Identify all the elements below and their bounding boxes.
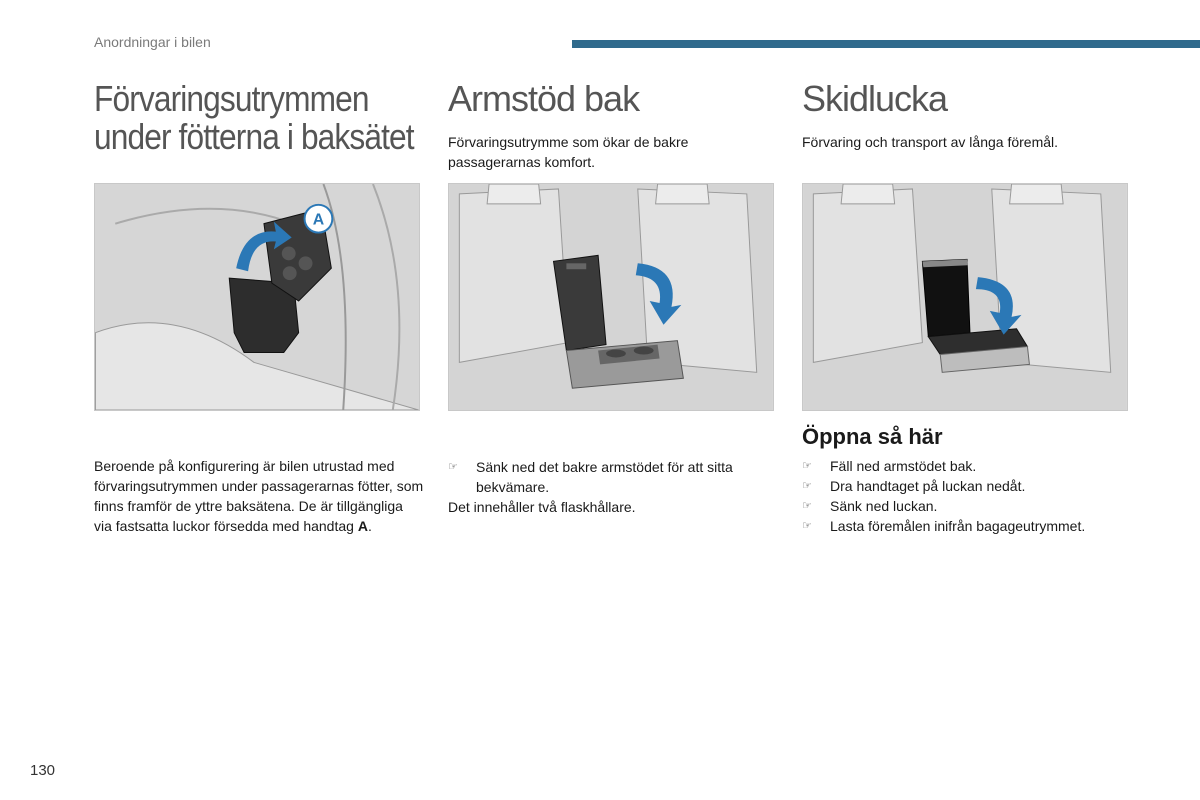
rear-armrest-note: Det innehåller två flaskhållare. [448, 499, 636, 515]
list-item [802, 496, 1142, 516]
rear-armrest-title: Armstöd bak [448, 78, 640, 119]
step-text: Sänk ned det bakre armstödet för att sitta bekvämare. [476, 459, 733, 495]
hand-pointer-icon: ☞ [802, 460, 812, 472]
rear-armrest-steps [448, 457, 778, 497]
foot-storage-body-text: Beroende på konfigurering är bilen utrustad med förvaringsutrymmen under passagerarnas fötter, som finns framför de yttre baksätena. De är tillgängliga via fastsatta luckor försedda med handtag [94, 458, 424, 534]
foot-storage-body [94, 456, 424, 536]
ski-hatch-title: Skidlucka [802, 78, 948, 119]
figure-label-a: A [312, 211, 325, 229]
rear-armrest-body [448, 457, 778, 517]
hand-pointer-icon: ☞ [802, 520, 812, 532]
list-item [802, 456, 1142, 476]
foot-storage-illustration [94, 183, 420, 411]
rear-armrest-intro: Förvaringsutrymme som ökar de bakre passagerarnas komfort. [448, 134, 689, 170]
hand-pointer-icon: ☞ [802, 500, 812, 512]
page-number: 130 [30, 762, 56, 779]
rear-armrest-illustration [448, 183, 774, 411]
step-text: Fäll ned armstödet bak. [830, 458, 977, 474]
hand-pointer-icon: ☞ [448, 461, 458, 473]
ski-hatch-illustration [802, 183, 1128, 411]
ski-hatch-intro: Förvaring och transport av långa föremål. [802, 134, 1059, 150]
step-text: Sänk ned luckan. [830, 498, 938, 514]
list-item [802, 476, 1142, 496]
list-item [802, 516, 1142, 536]
ski-hatch-steps [802, 456, 1142, 536]
hand-pointer-icon: ☞ [802, 480, 812, 492]
list-item [448, 457, 778, 497]
foot-storage-title [94, 80, 428, 156]
foot-storage-title-line2: under fötterna i baksätet [94, 116, 414, 157]
header-accent-bar [572, 40, 1200, 48]
section-label: Anordningar i bilen [94, 34, 211, 50]
step-text: Dra handtaget på luckan nedåt. [830, 478, 1026, 494]
column-rear-armrest [448, 80, 774, 172]
handle-reference-a: A [357, 518, 368, 534]
foot-storage-title-line1: Förvaringsutrymmen [94, 78, 369, 119]
foot-storage-body-end: . [367, 518, 372, 534]
column-ski-hatch [802, 80, 1128, 152]
column-foot-storage [94, 80, 420, 156]
ski-hatch-body [802, 456, 1142, 536]
step-text: Lasta föremålen inifrån bagageutrymmet. [830, 518, 1086, 534]
ski-hatch-subhead: Öppna så här [802, 424, 943, 449]
